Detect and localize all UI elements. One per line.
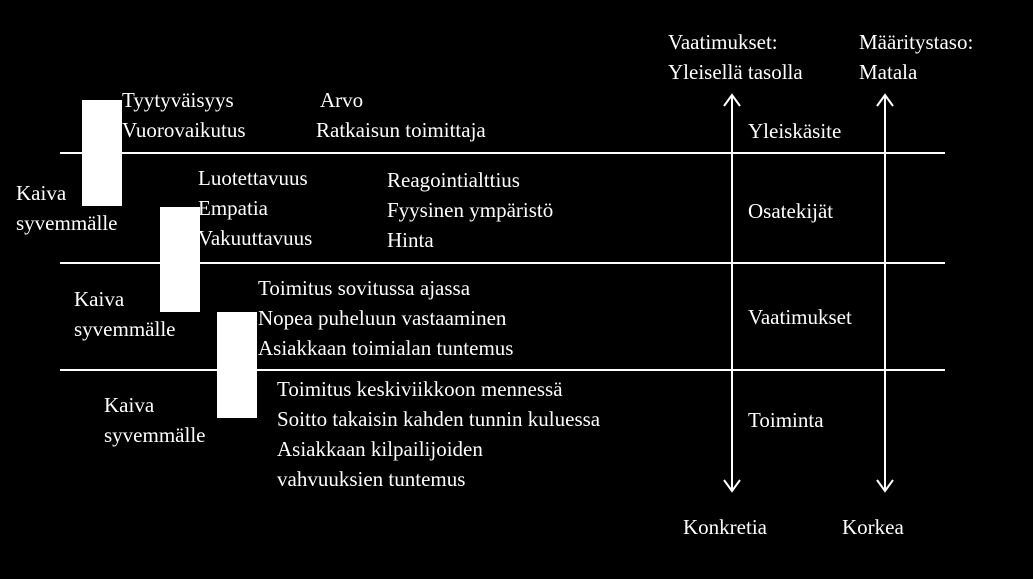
row1-item: Ratkaisun toimittaja [316,118,486,142]
row2-item: Hinta [387,228,434,252]
dig-deeper-line2: syvemmälle [104,423,206,447]
row2-item: Vakuuttavuus [198,226,313,250]
dig-deeper-2 [74,284,175,344]
row4-items [277,374,600,494]
row2-item: Fyysinen ympäristö [387,198,554,222]
row3-item: Asiakkaan toimialan tuntemus [258,336,514,360]
requirements-header [668,27,803,87]
dig-deeper-line2: syvemmälle [74,317,176,341]
dig-deeper-line1: Kaiva [16,181,67,205]
concreteness-label: Konkretia [683,515,767,539]
definition-level-arrow [877,95,893,491]
level-label-action: Toiminta [748,408,824,432]
dig-deeper-1 [16,178,117,238]
row1-item: Arvo [320,88,364,112]
row1-column2 [316,85,486,145]
row1-item: Tyytyväisyys [122,88,234,112]
row4-item: Toimitus keskiviikkoon mennessä [277,377,563,401]
row2-column1 [198,163,312,253]
row2-column2 [387,165,553,255]
dig-deeper-3 [104,390,205,450]
row4-item: Soitto takaisin kahden tunnin kuluessa [277,407,601,431]
level-label-components: Osatekijät [748,199,834,223]
dig-deeper-line1: Kaiva [74,287,125,311]
concreteness-arrow [724,95,740,491]
row3-item: Nopea puheluun vastaaminen [258,306,507,330]
row4-item: vahvuuksien tuntemus [277,467,466,491]
requirements-header-line1: Vaatimukset: [668,30,778,54]
level-label-general-concept: Yleiskäsite [748,119,842,143]
row3-items [258,273,513,363]
high-label: Korkea [842,515,904,539]
definition-level-header-line2: Matala [859,60,918,84]
row2-item: Reagointialttius [387,168,520,192]
definition-level-header [859,27,973,87]
dig-deeper-line2: syvemmälle [16,211,118,235]
row1-column1 [122,85,246,145]
row4-item: Asiakkaan kilpailijoiden [277,437,483,461]
row1-item: Vuorovaikutus [122,118,246,142]
definition-level-header-line1: Määritystaso: [859,30,974,54]
dig-deeper-line1: Kaiva [104,393,155,417]
row2-item: Luotettavuus [198,166,308,190]
requirements-header-line2: Yleisellä tasolla [668,60,803,84]
row2-item: Empatia [198,196,268,220]
row3-item: Toimitus sovitussa ajassa [258,276,471,300]
level-label-requirements: Vaatimukset [748,305,852,329]
